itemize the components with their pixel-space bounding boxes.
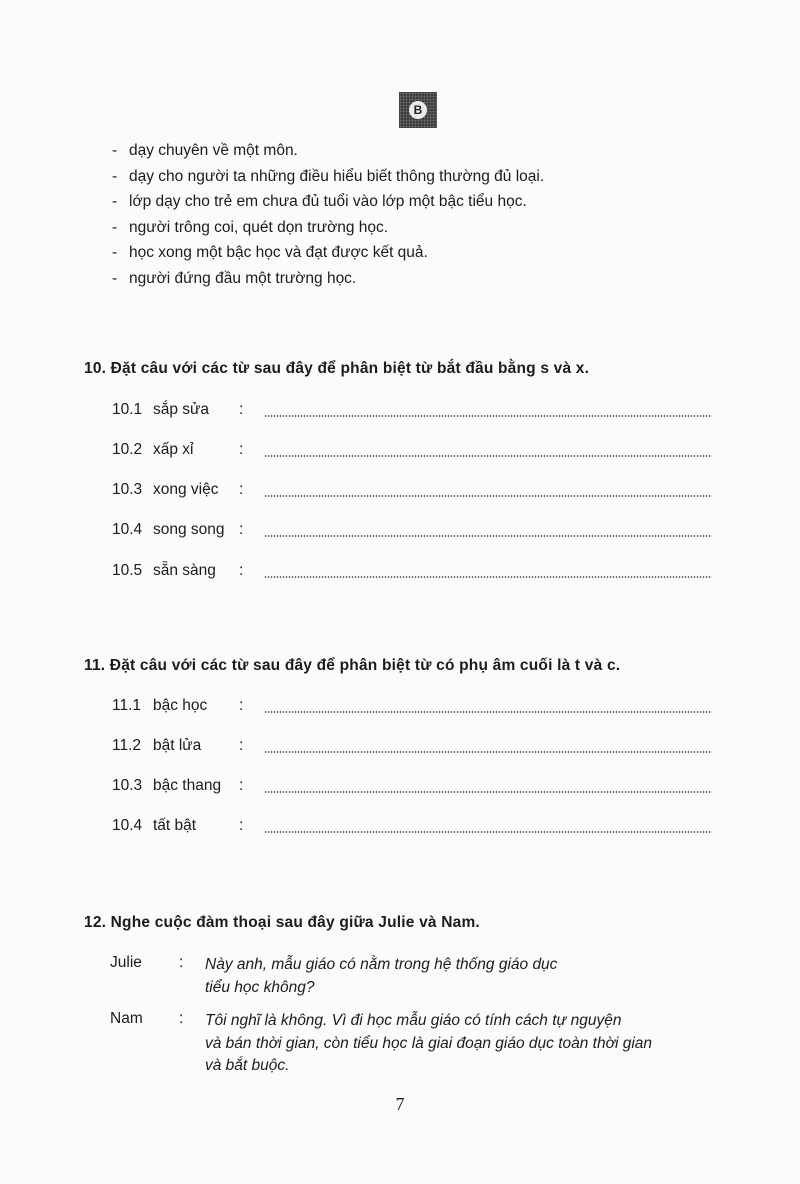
list-item: - dạy chuyên về một môn. xyxy=(112,142,298,159)
answer-line[interactable] xyxy=(264,711,712,713)
answer-line[interactable] xyxy=(264,415,712,417)
answer-line[interactable] xyxy=(264,495,712,497)
exercise-10-row: 10.4 song song : xyxy=(112,521,712,543)
exercise-11-row: 10.3 bậc thang : xyxy=(112,777,712,799)
exercise-10-row: 10.5 sẵn sàng : xyxy=(112,562,712,584)
exercise-10-row: 10.3 xong việc : xyxy=(112,481,712,503)
exercise-11-row: 11.1 bậc học : xyxy=(112,697,712,719)
list-item: - dạy cho người ta những điều hiểu biết thông thường đủ loại. xyxy=(112,167,545,185)
answer-line[interactable] xyxy=(264,791,712,793)
dialogue-text: Tôi nghĩ là không. Vì đi học mẫu giáo có tính cách tự nguyện và bán thời gian, còn tiểu học là giai đoạn giáo dục toàn thời gian và bắt buộc. xyxy=(205,1012,653,1074)
exercise-11-row: 10.4 tất bật : xyxy=(112,817,712,839)
definition-list xyxy=(112,138,544,292)
section-badge xyxy=(399,92,437,128)
exercise-10-heading: 10. Đặt câu với các từ sau đây để phân biệt từ bắt đầu bằng s và x. xyxy=(84,360,590,377)
answer-line[interactable] xyxy=(264,455,712,457)
speaker-name: Julie xyxy=(110,954,142,971)
answer-line[interactable] xyxy=(264,576,712,578)
list-item: - lớp dạy cho trẻ em chưa đủ tuổi vào lớp một bậc tiểu học. xyxy=(112,193,527,211)
page-number: 7 xyxy=(395,1094,405,1114)
answer-line[interactable] xyxy=(264,831,712,833)
dialogue-text: Này anh, mẫu giáo có nằm trong hệ thống giáo dục tiểu học không? xyxy=(205,956,558,996)
list-item: - người đứng đầu một trường học. xyxy=(112,269,357,287)
answer-line[interactable] xyxy=(264,751,712,753)
list-item: - học xong một bậc học và đạt được kết quả. xyxy=(112,244,428,262)
exercise-11-row: 11.2 bật lửa : xyxy=(112,737,712,759)
exercise-10-row: 10.1 sắp sửa : xyxy=(112,401,712,423)
exercise-10-row: 10.2 xấp xỉ : xyxy=(112,441,712,463)
answer-line[interactable] xyxy=(264,535,712,537)
exercise-11-heading: 11. Đặt câu với các từ sau đây để phân biệt từ có phụ âm cuối là t và c. xyxy=(84,657,621,674)
list-item: - người trông coi, quét dọn trường học. xyxy=(112,218,389,236)
exercise-12-heading: 12. Nghe cuộc đàm thoại sau đây giữa Julie và Nam. xyxy=(84,914,480,931)
speaker-name: Nam xyxy=(110,1010,143,1027)
section-badge-letter: B xyxy=(409,101,427,119)
